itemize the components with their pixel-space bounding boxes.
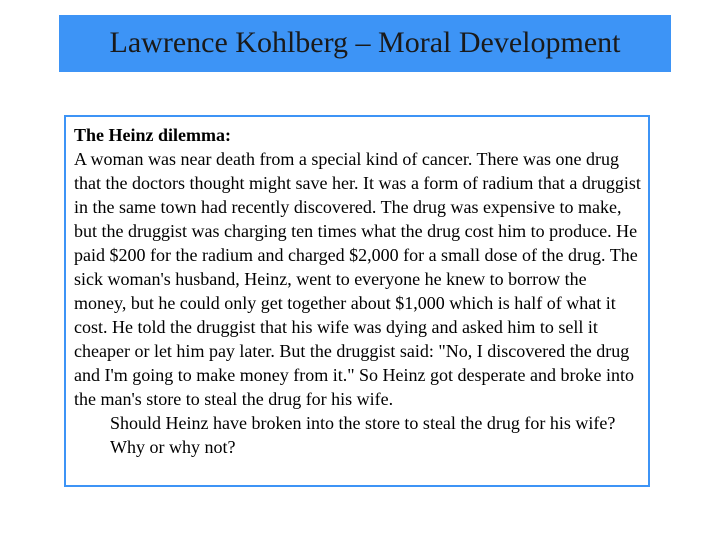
dilemma-question: Should Heinz have broken into the store to steal the drug for his wife? Why or why not? xyxy=(110,413,616,457)
dilemma-text-box xyxy=(64,115,650,487)
title-banner xyxy=(59,15,671,72)
dilemma-heading: The Heinz dilemma: xyxy=(74,125,231,145)
dilemma-story: A woman was near death from a special kind of cancer. There was one drug that the doctors thought might save her. It was a form of radium that a druggist in the same town had recently discovered. The drug was expensive to make, but the druggist was charging ten times what the drug cost him to produce. He paid $200 for the radium and charged $2,000 for a small dose of the drug. The sick woman's husband, Heinz, went to everyone he knew to borrow the money, but he could only get together about $1,000 which is half of what it cost. He told the druggist that his wife was dying and asked him to sell it cheaper or let him pay later. But the druggist said: "No, I discovered the drug and I'm going to make money from it." So Heinz got desperate and broke into the man's store to steal the drug for his wife. xyxy=(74,149,641,409)
slide-title: Lawrence Kohlberg – Moral Development xyxy=(109,26,621,59)
